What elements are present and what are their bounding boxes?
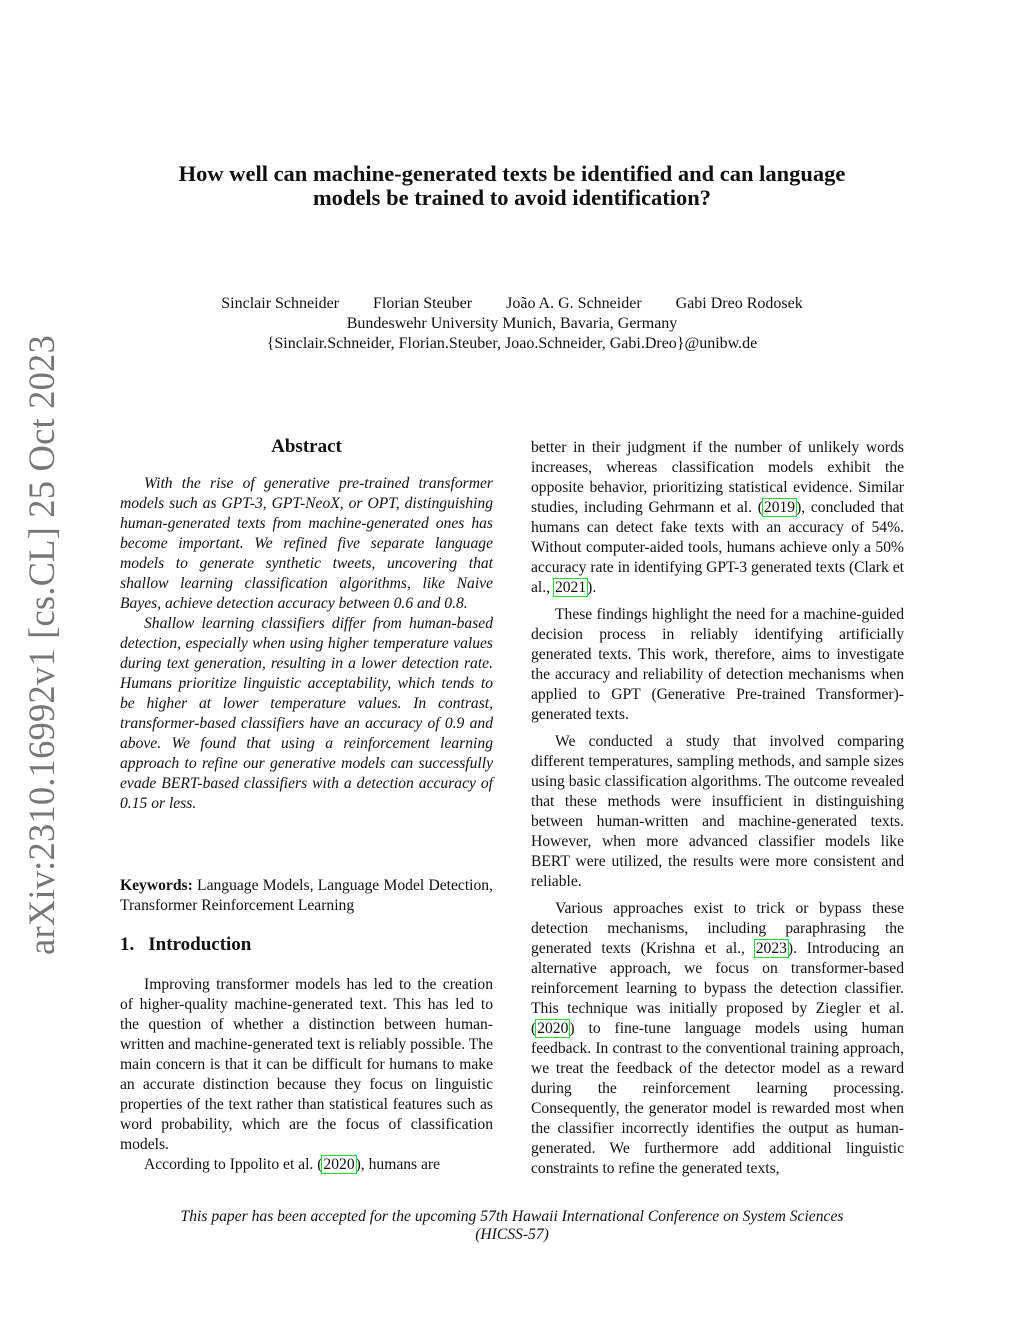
abstract-paragraph: Shallow learning classifiers differ from human-based detection, especially when using higher temperature values during text generation, resulting in a lower detection rate. Humans prioritize linguistic acceptability, which tends to be higher at lower temperature values. In contrast, transformer-based classifiers have an accuracy of 0.9 and above. We found that using a reinforcement learning approach to refine our generative models can successfully evade BERT-based classifiers with a detection accuracy of 0.15 or less. bbox=[120, 615, 493, 812]
citation-link[interactable]: 2019 bbox=[763, 499, 796, 516]
abstract-body bbox=[120, 474, 493, 814]
citation-link[interactable]: 2023 bbox=[755, 940, 787, 957]
section-number: 1. bbox=[120, 934, 135, 955]
author-name: João A. G. Schneider bbox=[506, 295, 642, 312]
body-paragraph: Various approaches exist to trick or bypass these detection mechanisms, including paraphrasing the generated texts (Krishna et al., 2023). Introducing an alternative approach, we focus on transformer-based reinforcement learning to bypass the detection classifier. This technique was initially proposed by Ziegler et al. (2020) to fine-tune language models using human feedback. In contrast to the conventional training approach, we treat the feedback of the detector model as a reward during the reinforcement learning processing. Consequently, the generator model is rewarded most when the classifier incorrectly identifies the output as human-generated. We furthermore add additional linguistic constraints to refine the generated texts, bbox=[531, 900, 905, 1177]
keywords-text: Language Models, Language Model Detection, Transformer Reinforcement Learning bbox=[120, 877, 493, 914]
introduction-body bbox=[120, 975, 493, 1175]
author-emails: {Sinclair.Schneider, Florian.Steuber, Joao.Schneider, Gabi.Dreo}@unibw.de bbox=[266, 335, 758, 352]
author-names bbox=[120, 294, 904, 314]
keywords-block bbox=[120, 876, 493, 916]
citation-link[interactable]: 2021 bbox=[554, 579, 587, 596]
author-name: Gabi Dreo Rodosek bbox=[675, 295, 803, 312]
body-paragraph: better in their judgment if the number of unlikely words increases, whereas classification models exhibit the opposite behavior, prioritizing statistical evidence. Similar studies, including Gehrmann et al. (2019), concluded that humans can detect fake texts with an accuracy of 54%. Without computer-aided tools, humans achieve only a 50% accuracy rate in identifying GPT-3 generated texts (Clark et al., 2021). bbox=[531, 439, 904, 596]
author-block bbox=[120, 294, 904, 354]
arxiv-identifier-stamp: arXiv:2310.16992v1 [cs.CL] 25 Oct 2023 bbox=[21, 335, 62, 955]
section-heading-introduction bbox=[120, 934, 493, 956]
title-line-2: models be trained to avoid identification? bbox=[312, 185, 712, 210]
right-column bbox=[531, 438, 904, 1179]
abstract-paragraph: With the rise of generative pre-trained transformer models such as GPT-3, GPT-NeoX, or OPT, distinguishing human-generated texts from machine-generated ones has become important. We refined five separate language models to generate synthetic tweets, uncovering that shallow learning classification algorithms, like Naive Bayes, achieve detection accuracy between 0.6 and 0.8. bbox=[120, 475, 493, 612]
footnote-line-1: This paper has been accepted for the upcoming 57th Hawaii International Conference on System Sciences bbox=[180, 1208, 844, 1225]
citation-link[interactable]: 2020 bbox=[323, 1156, 355, 1173]
citation-link[interactable]: 2020 bbox=[537, 1020, 569, 1037]
paper-title bbox=[120, 162, 904, 210]
author-name: Florian Steuber bbox=[373, 295, 473, 312]
title-line-1: How well can machine-generated texts be identified and can language bbox=[178, 161, 846, 186]
conference-footnote bbox=[120, 1208, 904, 1244]
abstract-heading: Abstract bbox=[271, 436, 342, 457]
keywords-label: Keywords: bbox=[120, 877, 193, 894]
body-paragraph: We conducted a study that involved comparing different temperatures, sampling methods, and sample sizes using basic classification algorithms. The outcome revealed that these methods were insufficient in distinguishing between human-written and machine-generated texts. However, when more advanced classifier models like BERT were utilized, the results were more consistent and reliable. bbox=[531, 733, 904, 890]
body-paragraph: These findings highlight the need for a machine-guided decision process in reliably identifying artificially generated texts. This work, therefore, aims to investigate the accuracy and reliability of detection mechanisms when applied to GPT (Generative Pre-trained Transformer)-generated texts. bbox=[531, 606, 904, 723]
body-paragraph: Improving transformer models has led to the creation of higher-quality machine-generated text. This has led to the question of whether a distinction between human-written and machine-generated text is reliably possible. The main concern is that it can be difficult for humans to make an accurate distinction because they focus on linguistic properties of the text rather than statistical features such as word probability, which are the focus of classification models. bbox=[120, 976, 493, 1153]
footnote-line-2: (HICSS-57) bbox=[475, 1226, 549, 1243]
body-paragraph: According to Ippolito et al. (2020), humans are bbox=[144, 1156, 441, 1173]
affiliation: Bundeswehr University Munich, Bavaria, Germany bbox=[346, 315, 678, 332]
author-name: Sinclair Schneider bbox=[221, 295, 340, 312]
section-title: Introduction bbox=[148, 934, 252, 955]
